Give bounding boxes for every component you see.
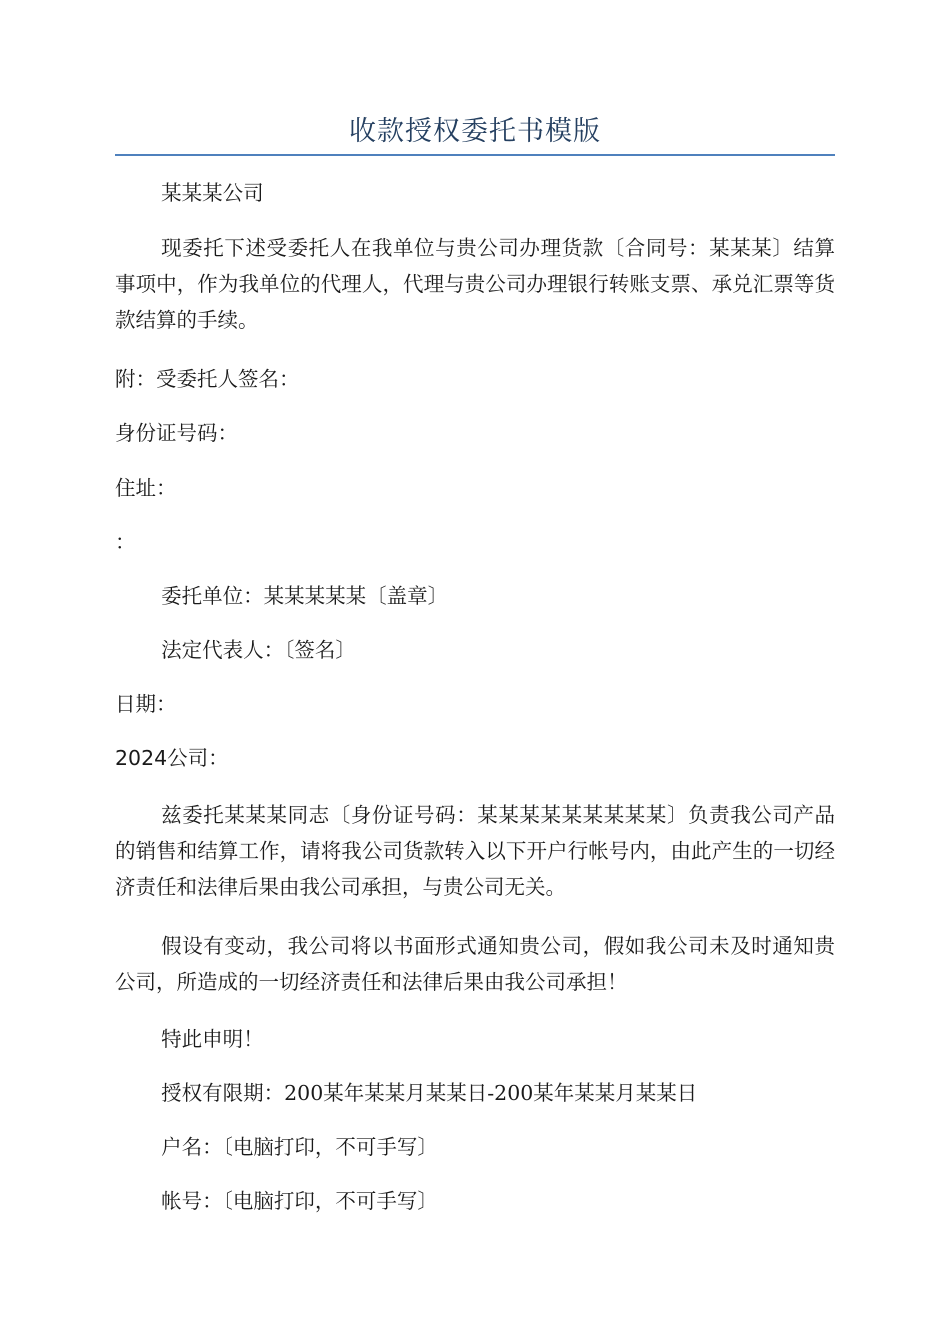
- attachment-signature-line: 附：受委托人签名：: [115, 367, 300, 391]
- address-line: 住址：: [115, 476, 177, 500]
- validity-period-line: 授权有限期：200某年某某月某某日-200某年某某月某某日: [161, 1081, 698, 1105]
- date-line: 日期：: [115, 692, 177, 716]
- colon-line: ：: [115, 530, 136, 554]
- addressee: 某某某公司: [161, 181, 264, 205]
- account-name-line: 户名：〔电脑打印，不可手写〕: [161, 1135, 438, 1159]
- body-paragraph-1: 现委托下述受委托人在我单位与贵公司办理货款〔合同号：某某某〕结算事项中，作为我单位的代理人，代理与贵公司办理银行转账支票、承兑汇票等货款结算的手续。: [115, 236, 835, 332]
- entrusting-unit-line: 委托单位：某某某某某〔盖章〕: [161, 584, 449, 608]
- declaration-line: 特此申明！: [161, 1027, 264, 1051]
- id-number-line: 身份证号码：: [115, 421, 238, 445]
- company-label: 公司：: [167, 746, 229, 770]
- body-paragraph-3: 假设有变动，我公司将以书面形式通知贵公司，假如我公司未及时通知贵公司，所造成的一切经济责任和法律后果由我公司承担！: [115, 934, 835, 994]
- title-underline: [115, 154, 835, 156]
- legal-representative-line: 法定代表人：〔签名〕: [161, 638, 356, 662]
- body-paragraph-2: 兹委托某某某同志〔身份证号码：某某某某某某某某某〕负责我公司产品的销售和结算工作，请将我公司货款转入以下开户行帐号内，由此产生的一切经济责任和法律后果由我公司承担，与贵公司无关。: [115, 803, 835, 899]
- year-number: 2024: [115, 746, 168, 770]
- year-company-line: [115, 740, 835, 776]
- account-number-line: 帐号：〔电脑打印，不可手写〕: [161, 1189, 438, 1213]
- document-title: 收款授权委托书模版: [349, 116, 601, 147]
